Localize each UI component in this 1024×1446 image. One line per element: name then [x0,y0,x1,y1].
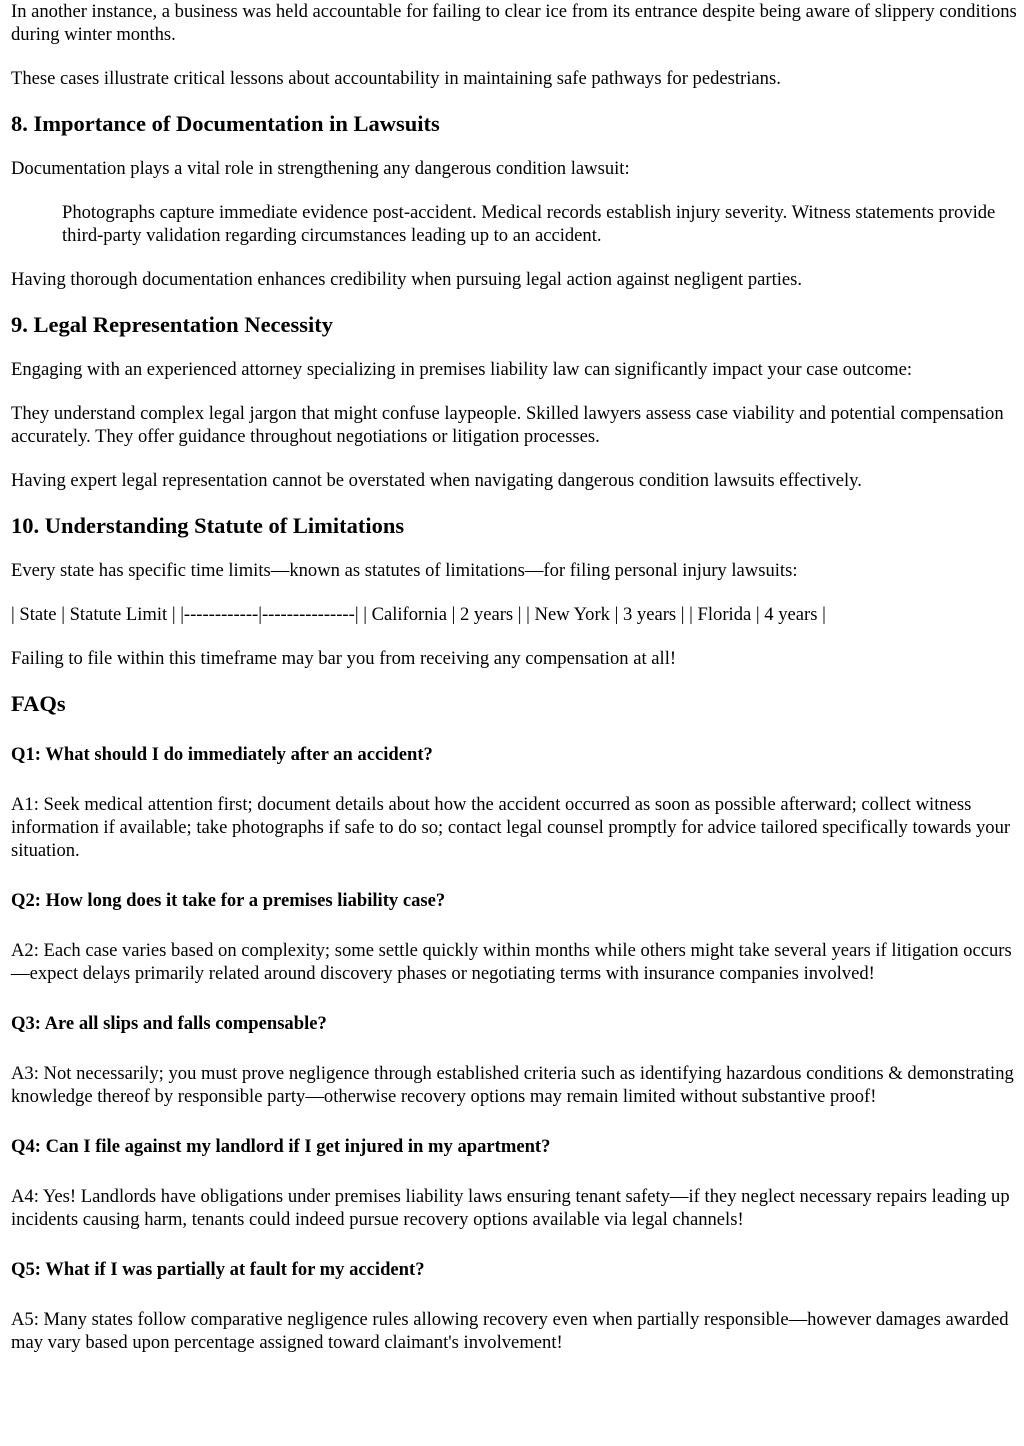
section-8-paragraph-2: Having thorough documentation enhances credibility when pursuing legal action against negligent parties. [11,269,803,290]
section-10-paragraph-2: Failing to file within this timeframe may bar you from receiving any compensation at all! [11,648,677,669]
faq-answer-2: A2: Each case varies based on complexity; some settle quickly within months while others might take several years if litigation occurs—expect delays primarily related around discovery phases or negotiating terms with insurance companies involved! [11,940,1012,984]
section-9-heading: 9. Legal Representation Necessity [11,312,334,337]
section-9-paragraph-1: Engaging with an experienced attorney specializing in premises liability law can significantly impact your case outcome: [11,359,912,380]
faq-question-3: Q3: Are all slips and falls compensable? [11,1013,327,1034]
faq-answer-3: A3: Not necessarily; you must prove negligence through established criteria such as identifying hazardous conditions & demonstrating knowledge thereof by responsible party—otherwise recovery options may remain limited without substantive proof! [11,1063,1014,1107]
faq-question-4: Q4: Can I file against my landlord if I get injured in my apartment? [11,1136,551,1157]
faq-answer-4: A4: Yes! Landlords have obligations under premises liability laws ensuring tenant safety—if they neglect necessary repairs leading up incidents causing harm, tenants could indeed pursue recovery options available via legal channels! [11,1186,1010,1230]
section-10-heading: 10. Understanding Statute of Limitations [11,513,405,538]
faq-question-1: Q1: What should I do immediately after an accident? [11,744,433,765]
faq-question-5: Q5: What if I was partially at fault for my accident? [11,1259,425,1280]
section-9-paragraph-2: They understand complex legal jargon that might confuse laypeople. Skilled lawyers assess case viability and potential compensation accurately. They offer guidance throughout negotiations or litigation processes. [11,403,1004,447]
faq-answer-5: A5: Many states follow comparative negligence rules allowing recovery even when partially responsible—however damages awarded may vary based upon percentage assigned toward claimant's involvement! [11,1309,1009,1353]
faq-question-2: Q2: How long does it take for a premises liability case? [11,890,446,911]
intro-paragraph-1: In another instance, a business was held accountable for failing to clear ice from its entrance despite being aware of slippery conditions during winter months. [11,1,1017,45]
section-8-paragraph-1: Documentation plays a vital role in strengthening any dangerous condition lawsuit: [11,158,630,179]
faqs-heading: FAQs [11,691,66,716]
section-9-paragraph-3: Having expert legal representation cannot be overstated when navigating dangerous condition lawsuits effectively. [11,470,862,491]
section-10-paragraph-1: Every state has specific time limits—known as statutes of limitations—for filing personal injury lawsuits: [11,560,798,581]
section-8-blockquote: Photographs capture immediate evidence post-accident. Medical records establish injury severity. Witness statements provide third-party validation regarding circumstances leading up to an accident. [62,202,996,246]
section-8-heading: 8. Importance of Documentation in Lawsuits [11,111,440,136]
statute-table-text: | State | Statute Limit | |------------|---------------| | California | 2 years | | New York | 3 years | | Florida | 4 years | [11,604,826,625]
faq-list [11,743,1021,1354]
intro-paragraph-2: These cases illustrate critical lessons about accountability in maintaining safe pathways for pedestrians. [11,68,781,89]
faq-answer-1: A1: Seek medical attention first; document details about how the accident occurred as soon as possible afterward; collect witness information if available; take photographs if safe to do so; contact legal counsel promptly for advice tailored specifically towards your situation. [11,794,1011,861]
